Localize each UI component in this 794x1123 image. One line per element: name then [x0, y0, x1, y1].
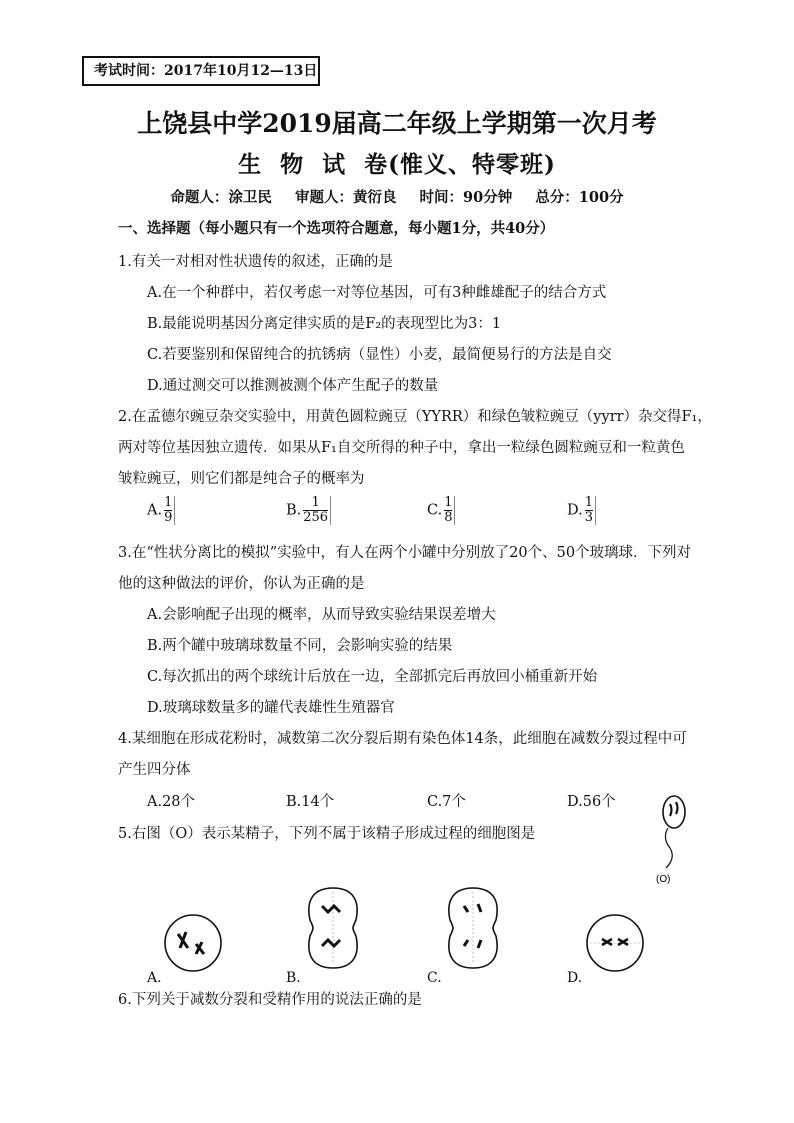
- q4-stem-1: 4.某细胞在形成花粉时，减数第二次分裂后期有染色体14条，此细胞在减数分裂过程中可: [118, 731, 687, 747]
- q1-option-a: A.在一个种群中，若仅考虑一对等位基因，可有3种雌雄配子的结合方式: [147, 285, 607, 301]
- cell-figure-b: [302, 884, 364, 972]
- q6-stem: 6.下列关于减数分裂和受精作用的说法正确的是: [118, 992, 422, 1008]
- q1-option-d: D.通过测交可以推测被测个体产生配子的数量: [147, 378, 439, 394]
- q1-option-c: C.若要鉴别和保留纯合的抗锈病（显性）小麦，最简便易行的方法是自交: [147, 347, 612, 363]
- q3-option-a: A.会影响配子出现的概率，从而导致实验结果误差增大: [147, 607, 496, 623]
- section-heading: 一、选择题（每小题只有一个选项符合题意，每小题1分，共40分）: [118, 220, 555, 237]
- q5-option-c: C.: [427, 970, 442, 986]
- total-score: 总分：100分: [535, 189, 624, 206]
- exam-time-box: 考试时间：2017年10月12—13日: [82, 56, 320, 86]
- q5-stem: 5.右图（O）表示某精子，下列不属于该精子形成过程的细胞图是: [118, 826, 536, 842]
- exam-meta: [0, 186, 794, 207]
- q4-option-b: B.14个: [286, 794, 335, 810]
- q2-stem-1: 2.在孟德尔豌豆杂交实验中，用黄色圆粒豌豆（YYRR）和绿色皱粒豌豆（yyrr）杂交得F₁，: [118, 409, 712, 425]
- q4-option-c: C.7个: [427, 794, 466, 810]
- q3-stem-1: 3.在“性状分离比的模拟”实验中，有人在两个小罐中分别放了20个、50个玻璃球．下列对: [118, 545, 692, 561]
- q5-option-a: A.: [147, 970, 162, 986]
- q5-option-d: D.: [567, 970, 583, 986]
- q2-option-c: C. $\frac{1}{8}$: [427, 496, 455, 525]
- q5-option-b: B.: [286, 970, 301, 986]
- q1-option-b: B.最能说明基因分离定律实质的是F₂的表现型比为3：1: [147, 316, 502, 332]
- exam-subtitle: 生 物 试 卷(惟义、特零班): [238, 151, 556, 178]
- q4-option-d: D.56个: [567, 794, 616, 810]
- q1-stem: 1.有关一对相对性状遗传的叙述，正确的是: [118, 254, 393, 270]
- q2-stem-3: 皱粒豌豆，则它们都是纯合子的概率为: [118, 471, 365, 487]
- q2-stem-2: 两对等位基因独立遗传．如果从F₁自交所得的种子中，拿出一粒绿色圆粒豌豆和一粒黄色: [118, 440, 685, 456]
- q3-option-d: D.玻璃球数量多的罐代表雄性生殖器官: [147, 700, 395, 716]
- q3-option-c: C.每次抓出的两个球统计后放在一边，全部抓完后再放回小桶重新开始: [147, 669, 598, 685]
- q4-option-a: A.28个: [147, 794, 196, 810]
- q3-stem-2: 他的这种做法的评价，你认为正确的是: [118, 576, 365, 592]
- reviewer: 审题人：黄衍良: [294, 189, 397, 206]
- q2-option-b: B. $\frac{1}{256}$: [286, 496, 331, 525]
- q3-option-b: B.两个罐中玻璃球数量不同，会影响实验的结果: [147, 638, 453, 654]
- cell-figure-d: [584, 912, 646, 974]
- sperm-figure: [648, 792, 696, 884]
- q2-option-d: D. $\frac{1}{3}$: [567, 496, 596, 525]
- cell-figure-a: [162, 912, 224, 974]
- duration: 时间：90分钟: [419, 189, 513, 206]
- cell-figure-c: [442, 884, 504, 972]
- sperm-fig-label: (O): [656, 874, 671, 884]
- q2-option-a: A. $\frac{1}{9}$: [147, 496, 175, 525]
- exam-title: 上饶县中学2019届高二年级上学期第一次月考: [137, 109, 657, 138]
- q4-stem-2: 产生四分体: [118, 762, 191, 778]
- setter: 命题人：涂卫民: [170, 189, 272, 206]
